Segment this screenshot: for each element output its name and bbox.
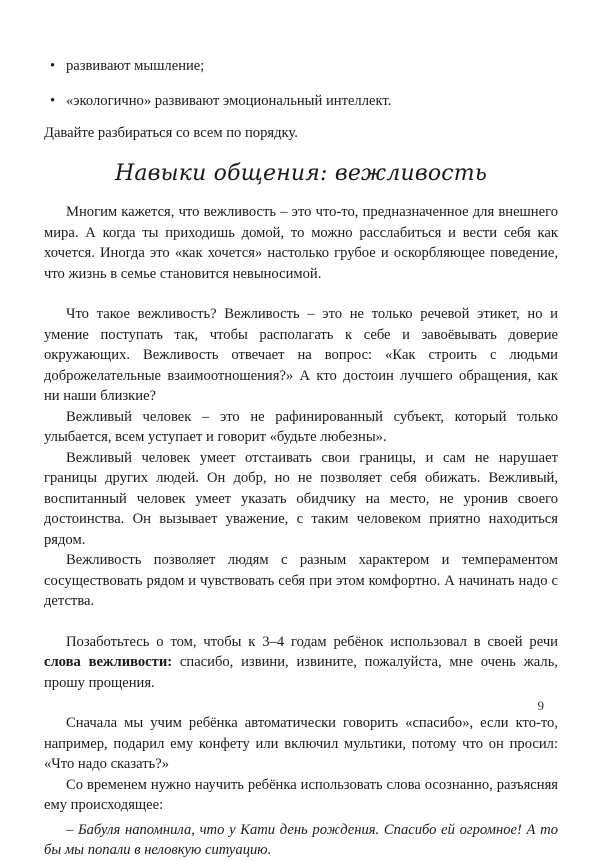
bullet-item: • «экологично» развивают эмоциональный интеллект. xyxy=(44,91,558,112)
spacer xyxy=(44,612,558,632)
paragraph: Вежливость позволяет людям с разным характером и темпераментом сосуществовать рядом и чувствовать себя при этом комфортно. А начинать надо с детства. xyxy=(44,552,558,609)
paragraph-text: спасибо, извини, извините, пожалуйста, мне очень жаль, прошу прощения. xyxy=(44,654,558,691)
spacer xyxy=(44,284,558,304)
bullet-item: • развивают мышление; xyxy=(44,56,558,77)
bold-term: слова вежливости: xyxy=(44,654,173,670)
paragraph: Вежливый человек умеет отстаивать свои границы, и сам не нарушает границы других людей. Он добр, но не позволяет себя обижать. Вежливый, воспитанный человек умеет указать обидчику на место, не уронив своего достоинства. Он вызывает уважение, с таким человеком приятно находиться рядом. xyxy=(44,449,558,548)
section-heading: Навыки общения: вежливость xyxy=(114,160,488,186)
paragraph xyxy=(44,632,558,694)
page-number: 9 xyxy=(537,698,544,713)
paragraph: Что такое вежливость? Вежливость – это не только речевой этикет, но и умение поступать так, чтобы располагать к себе и завоёвывать доверие окружающих. Вежливость отвечает на вопрос: «Как строить с людьми доброжелательные взаимоотношения?» А кто достоин лучшего обращения, как ни наши близкие? xyxy=(44,306,558,404)
paragraph: Многим кажется, что вежливость – это что-то, предназначенное для внешнего мира. А когда ты приходишь домой, то можно расслабиться и вести себя как хочется. Иногда это «как хочется» настолько грубое и оскорбляющее поведение, что жизнь в семье становится невыносимой. xyxy=(44,204,558,282)
lead-paragraph: Давайте разбираться со всем по порядку. xyxy=(44,125,298,141)
paragraph: Сначала мы учим ребёнка автоматически говорить «спасибо», если кто-то, например, подарил ему конфету или включил мультики, потому что он просил: «Что надо сказать?» xyxy=(44,715,558,772)
paragraph: Вежливый человек – это не рафинированный субъект, который только улыбается, всем уступает и говорит «будьте любезны». xyxy=(44,408,558,445)
paragraph-text: Позаботьтесь о том, чтобы к 3–4 годам ребёнок использовал в своей речи xyxy=(66,633,558,650)
paragraph: Со временем нужно научить ребёнка использовать слова осознанно, разъясняя ему происходящее: xyxy=(44,776,558,813)
bullet-list xyxy=(44,56,558,111)
quote-paragraph: – Бабуля напомнила, что у Кати день рождения. Спасибо ей огромное! А то бы мы попали в неловкую ситуацию. xyxy=(44,821,558,858)
spacer xyxy=(44,693,558,713)
page-content xyxy=(44,56,558,861)
